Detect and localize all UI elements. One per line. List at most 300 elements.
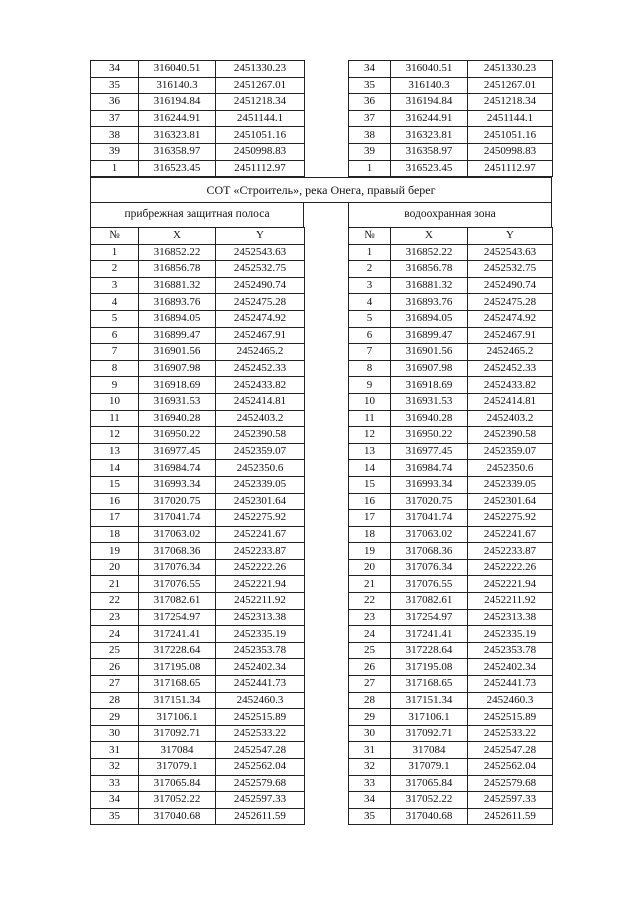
table-row	[349, 725, 553, 742]
table-row	[91, 576, 305, 593]
y-coordinate-cell: 2451330.23	[216, 61, 305, 78]
point-number-cell: 34	[349, 792, 391, 809]
y-coordinate-cell: 2452474.92	[468, 310, 553, 327]
x-coordinate-cell: 317052.22	[391, 792, 468, 809]
table-row	[91, 310, 305, 327]
y-coordinate-cell: 2452241.67	[216, 526, 305, 543]
x-coordinate-cell: 317020.75	[139, 493, 216, 510]
table-row	[91, 110, 305, 127]
y-coordinate-cell: 2452359.07	[216, 443, 305, 460]
point-number-cell: 25	[349, 642, 391, 659]
top-right-coordinate-table	[348, 60, 553, 177]
point-number-cell: 27	[91, 676, 139, 693]
column-header: X	[139, 228, 216, 245]
x-coordinate-cell: 317079.1	[139, 759, 216, 776]
table-row	[349, 792, 553, 809]
x-coordinate-cell: 316950.22	[139, 427, 216, 444]
y-coordinate-cell: 2452597.33	[216, 792, 305, 809]
table-row	[91, 443, 305, 460]
x-coordinate-cell: 317151.34	[139, 692, 216, 709]
y-coordinate-cell: 2452543.63	[468, 244, 553, 261]
table-row	[91, 127, 305, 144]
table-row	[349, 526, 553, 543]
table-row	[349, 576, 553, 593]
point-number-cell: 34	[91, 792, 139, 809]
table-row	[91, 526, 305, 543]
x-coordinate-cell: 317065.84	[391, 775, 468, 792]
x-coordinate-cell: 316881.32	[391, 277, 468, 294]
table-row	[91, 476, 305, 493]
x-coordinate-cell: 316893.76	[139, 294, 216, 311]
point-number-cell: 22	[349, 593, 391, 610]
point-number-cell: 25	[91, 642, 139, 659]
coastal-strip-coordinate-table	[90, 227, 305, 825]
section-title: СОТ «Строитель», река Онега, правый берег	[90, 177, 552, 203]
point-number-cell: 26	[91, 659, 139, 676]
y-coordinate-cell: 2450998.83	[216, 143, 305, 160]
table-row	[91, 277, 305, 294]
x-coordinate-cell: 317041.74	[391, 510, 468, 527]
x-coordinate-cell: 317040.68	[391, 808, 468, 825]
y-coordinate-cell: 2452490.74	[468, 277, 553, 294]
table-row	[349, 659, 553, 676]
y-coordinate-cell: 2452475.28	[468, 294, 553, 311]
y-coordinate-cell: 2452543.63	[216, 244, 305, 261]
table-row	[349, 294, 553, 311]
point-number-cell: 19	[91, 543, 139, 560]
column-header: Y	[468, 228, 553, 245]
point-number-cell: 14	[349, 460, 391, 477]
table-row	[91, 77, 305, 94]
y-coordinate-cell: 2452562.04	[216, 759, 305, 776]
point-number-cell: 6	[91, 327, 139, 344]
table-row	[349, 160, 553, 177]
table-row	[349, 94, 553, 111]
table-row	[91, 294, 305, 311]
table-row	[349, 593, 553, 610]
table-row	[349, 642, 553, 659]
point-number-cell: 6	[349, 327, 391, 344]
y-coordinate-cell: 2450998.83	[468, 143, 553, 160]
x-coordinate-cell: 316984.74	[391, 460, 468, 477]
x-coordinate-cell: 317241.41	[391, 626, 468, 643]
point-number-cell: 20	[91, 559, 139, 576]
x-coordinate-cell: 316194.84	[391, 94, 468, 111]
table-row	[91, 377, 305, 394]
table-row	[91, 61, 305, 78]
x-coordinate-cell: 316940.28	[391, 410, 468, 427]
table-row	[91, 510, 305, 527]
y-coordinate-cell: 2452452.33	[216, 360, 305, 377]
y-coordinate-cell: 2451267.01	[468, 77, 553, 94]
x-coordinate-cell: 317254.97	[391, 609, 468, 626]
table-row	[349, 360, 553, 377]
point-number-cell: 39	[349, 143, 391, 160]
y-coordinate-cell: 2452611.59	[216, 808, 305, 825]
table-header-row	[91, 228, 305, 245]
point-number-cell: 3	[91, 277, 139, 294]
x-coordinate-cell: 316907.98	[391, 360, 468, 377]
point-number-cell: 18	[349, 526, 391, 543]
y-coordinate-cell: 2452597.33	[468, 792, 553, 809]
point-number-cell: 10	[349, 393, 391, 410]
x-coordinate-cell: 316140.3	[391, 77, 468, 94]
point-number-cell: 13	[349, 443, 391, 460]
y-coordinate-cell: 2452474.92	[216, 310, 305, 327]
water-protection-zone-heading: водоохранная зона	[348, 203, 552, 227]
table-row	[349, 676, 553, 693]
x-coordinate-cell: 317063.02	[391, 526, 468, 543]
y-coordinate-cell: 2452452.33	[468, 360, 553, 377]
point-number-cell: 11	[349, 410, 391, 427]
table-row	[349, 110, 553, 127]
table-row	[91, 642, 305, 659]
x-coordinate-cell: 317195.08	[391, 659, 468, 676]
point-number-cell: 9	[349, 377, 391, 394]
y-coordinate-cell: 2452579.68	[216, 775, 305, 792]
point-number-cell: 1	[91, 244, 139, 261]
y-coordinate-cell: 2452532.75	[468, 261, 553, 278]
y-coordinate-cell: 2452547.28	[468, 742, 553, 759]
table-row	[91, 792, 305, 809]
table-row	[91, 327, 305, 344]
point-number-cell: 15	[349, 476, 391, 493]
table-row	[91, 593, 305, 610]
point-number-cell: 24	[349, 626, 391, 643]
table-row	[91, 742, 305, 759]
x-coordinate-cell: 317106.1	[139, 709, 216, 726]
x-coordinate-cell: 317082.61	[139, 593, 216, 610]
table-row	[349, 443, 553, 460]
y-coordinate-cell: 2451267.01	[216, 77, 305, 94]
point-number-cell: 15	[91, 476, 139, 493]
x-coordinate-cell: 317079.1	[391, 759, 468, 776]
point-number-cell: 37	[349, 110, 391, 127]
y-coordinate-cell: 2452275.92	[216, 510, 305, 527]
y-coordinate-cell: 2452335.19	[216, 626, 305, 643]
x-coordinate-cell: 316040.51	[139, 61, 216, 78]
point-number-cell: 33	[91, 775, 139, 792]
point-number-cell: 28	[349, 692, 391, 709]
point-number-cell: 34	[91, 61, 139, 78]
x-coordinate-cell: 317092.71	[139, 725, 216, 742]
point-number-cell: 16	[349, 493, 391, 510]
x-coordinate-cell: 316194.84	[139, 94, 216, 111]
x-coordinate-cell: 317084	[139, 742, 216, 759]
water-zone-coordinate-table	[348, 227, 553, 825]
y-coordinate-cell: 2452414.81	[216, 393, 305, 410]
x-coordinate-cell: 316901.56	[391, 344, 468, 361]
x-coordinate-cell: 316984.74	[139, 460, 216, 477]
point-number-cell: 1	[349, 160, 391, 177]
y-coordinate-cell: 2452390.58	[468, 427, 553, 444]
y-coordinate-cell: 2452233.87	[216, 543, 305, 560]
point-number-cell: 16	[91, 493, 139, 510]
point-number-cell: 2	[349, 261, 391, 278]
point-number-cell: 35	[349, 808, 391, 825]
y-coordinate-cell: 2452460.3	[468, 692, 553, 709]
point-number-cell: 21	[91, 576, 139, 593]
y-coordinate-cell: 2451330.23	[468, 61, 553, 78]
table-row	[349, 692, 553, 709]
y-coordinate-cell: 2452313.38	[468, 609, 553, 626]
y-coordinate-cell: 2452313.38	[216, 609, 305, 626]
point-number-cell: 1	[349, 244, 391, 261]
y-coordinate-cell: 2452241.67	[468, 526, 553, 543]
point-number-cell: 17	[349, 510, 391, 527]
y-coordinate-cell: 2452547.28	[216, 742, 305, 759]
table-row	[91, 160, 305, 177]
y-coordinate-cell: 2452402.34	[468, 659, 553, 676]
table-row	[349, 61, 553, 78]
x-coordinate-cell: 316993.34	[139, 476, 216, 493]
y-coordinate-cell: 2451112.97	[468, 160, 553, 177]
point-number-cell: 38	[349, 127, 391, 144]
x-coordinate-cell: 316899.47	[139, 327, 216, 344]
y-coordinate-cell: 2452433.82	[468, 377, 553, 394]
table-row	[91, 659, 305, 676]
table-row	[349, 709, 553, 726]
column-header: X	[391, 228, 468, 245]
point-number-cell: 9	[91, 377, 139, 394]
table-row	[349, 609, 553, 626]
x-coordinate-cell: 317068.36	[391, 543, 468, 560]
point-number-cell: 10	[91, 393, 139, 410]
y-coordinate-cell: 2452403.2	[468, 410, 553, 427]
y-coordinate-cell: 2452211.92	[468, 593, 553, 610]
table-row	[91, 143, 305, 160]
point-number-cell: 24	[91, 626, 139, 643]
table-row	[349, 559, 553, 576]
x-coordinate-cell: 317041.74	[139, 510, 216, 527]
x-coordinate-cell: 317076.34	[391, 559, 468, 576]
x-coordinate-cell: 317020.75	[391, 493, 468, 510]
point-number-cell: 8	[349, 360, 391, 377]
y-coordinate-cell: 2452441.73	[216, 676, 305, 693]
y-coordinate-cell: 2452433.82	[216, 377, 305, 394]
x-coordinate-cell: 316323.81	[139, 127, 216, 144]
table-row	[91, 261, 305, 278]
x-coordinate-cell: 317228.64	[139, 642, 216, 659]
x-coordinate-cell: 317065.84	[139, 775, 216, 792]
table-row	[91, 808, 305, 825]
x-coordinate-cell: 316993.34	[391, 476, 468, 493]
point-number-cell: 35	[91, 808, 139, 825]
table-row	[349, 808, 553, 825]
y-coordinate-cell: 2452339.05	[216, 476, 305, 493]
point-number-cell: 35	[91, 77, 139, 94]
point-number-cell: 5	[91, 310, 139, 327]
x-coordinate-cell: 316881.32	[139, 277, 216, 294]
table-row	[349, 143, 553, 160]
x-coordinate-cell: 316899.47	[391, 327, 468, 344]
point-number-cell: 20	[349, 559, 391, 576]
x-coordinate-cell: 317168.65	[139, 676, 216, 693]
point-number-cell: 26	[349, 659, 391, 676]
point-number-cell: 3	[349, 277, 391, 294]
x-coordinate-cell: 316894.05	[391, 310, 468, 327]
top-left-coordinate-table	[90, 60, 305, 177]
y-coordinate-cell: 2452465.2	[216, 344, 305, 361]
table-row	[91, 94, 305, 111]
x-coordinate-cell: 317151.34	[391, 692, 468, 709]
point-number-cell: 33	[349, 775, 391, 792]
point-number-cell: 32	[91, 759, 139, 776]
y-coordinate-cell: 2452350.6	[216, 460, 305, 477]
x-coordinate-cell: 316523.45	[139, 160, 216, 177]
y-coordinate-cell: 2451218.34	[216, 94, 305, 111]
x-coordinate-cell: 316358.97	[139, 143, 216, 160]
point-number-cell: 19	[349, 543, 391, 560]
point-number-cell: 30	[349, 725, 391, 742]
y-coordinate-cell: 2452532.75	[216, 261, 305, 278]
y-coordinate-cell: 2452579.68	[468, 775, 553, 792]
y-coordinate-cell: 2451218.34	[468, 94, 553, 111]
x-coordinate-cell: 317168.65	[391, 676, 468, 693]
y-coordinate-cell: 2452359.07	[468, 443, 553, 460]
point-number-cell: 8	[91, 360, 139, 377]
x-coordinate-cell: 316901.56	[139, 344, 216, 361]
y-coordinate-cell: 2452441.73	[468, 676, 553, 693]
y-coordinate-cell: 2452233.87	[468, 543, 553, 560]
x-coordinate-cell: 316907.98	[139, 360, 216, 377]
point-number-cell: 39	[91, 143, 139, 160]
x-coordinate-cell: 317076.55	[139, 576, 216, 593]
column-header: №	[91, 228, 139, 245]
point-number-cell: 35	[349, 77, 391, 94]
y-coordinate-cell: 2451051.16	[216, 127, 305, 144]
x-coordinate-cell: 316323.81	[391, 127, 468, 144]
table-row	[91, 626, 305, 643]
table-row	[349, 476, 553, 493]
point-number-cell: 32	[349, 759, 391, 776]
table-row	[349, 626, 553, 643]
x-coordinate-cell: 316950.22	[391, 427, 468, 444]
x-coordinate-cell: 317082.61	[391, 593, 468, 610]
y-coordinate-cell: 2452335.19	[468, 626, 553, 643]
point-number-cell: 11	[91, 410, 139, 427]
point-number-cell: 14	[91, 460, 139, 477]
x-coordinate-cell: 317076.55	[391, 576, 468, 593]
y-coordinate-cell: 2452475.28	[216, 294, 305, 311]
point-number-cell: 18	[91, 526, 139, 543]
table-row	[349, 327, 553, 344]
x-coordinate-cell: 316244.91	[391, 110, 468, 127]
x-coordinate-cell: 316893.76	[391, 294, 468, 311]
table-row	[91, 460, 305, 477]
table-row	[349, 244, 553, 261]
table-row	[91, 344, 305, 361]
table-row	[349, 344, 553, 361]
table-row	[91, 775, 305, 792]
x-coordinate-cell: 316856.78	[139, 261, 216, 278]
x-coordinate-cell: 317195.08	[139, 659, 216, 676]
x-coordinate-cell: 317040.68	[139, 808, 216, 825]
y-coordinate-cell: 2451144.1	[216, 110, 305, 127]
y-coordinate-cell: 2452460.3	[216, 692, 305, 709]
x-coordinate-cell: 316931.53	[391, 393, 468, 410]
x-coordinate-cell: 316523.45	[391, 160, 468, 177]
point-number-cell: 4	[91, 294, 139, 311]
y-coordinate-cell: 2452390.58	[216, 427, 305, 444]
point-number-cell: 7	[349, 344, 391, 361]
x-coordinate-cell: 316977.45	[391, 443, 468, 460]
y-coordinate-cell: 2452222.26	[216, 559, 305, 576]
point-number-cell: 12	[349, 427, 391, 444]
table-row	[91, 244, 305, 261]
y-coordinate-cell: 2451144.1	[468, 110, 553, 127]
x-coordinate-cell: 316040.51	[391, 61, 468, 78]
point-number-cell: 31	[349, 742, 391, 759]
table-row	[349, 510, 553, 527]
y-coordinate-cell: 2452350.6	[468, 460, 553, 477]
table-row	[349, 377, 553, 394]
y-coordinate-cell: 2452275.92	[468, 510, 553, 527]
coastal-protective-strip-heading: прибрежная защитная полоса	[90, 203, 304, 227]
y-coordinate-cell: 2452353.78	[216, 642, 305, 659]
y-coordinate-cell: 2452301.64	[468, 493, 553, 510]
column-header: №	[349, 228, 391, 245]
x-coordinate-cell: 316918.69	[139, 377, 216, 394]
y-coordinate-cell: 2452222.26	[468, 559, 553, 576]
y-coordinate-cell: 2452339.05	[468, 476, 553, 493]
point-number-cell: 30	[91, 725, 139, 742]
point-number-cell: 1	[91, 160, 139, 177]
x-coordinate-cell: 316358.97	[391, 143, 468, 160]
x-coordinate-cell: 316856.78	[391, 261, 468, 278]
y-coordinate-cell: 2452515.89	[216, 709, 305, 726]
table-row	[349, 410, 553, 427]
x-coordinate-cell: 317254.97	[139, 609, 216, 626]
table-row	[349, 775, 553, 792]
y-coordinate-cell: 2452533.22	[468, 725, 553, 742]
x-coordinate-cell: 316244.91	[139, 110, 216, 127]
point-number-cell: 12	[91, 427, 139, 444]
point-number-cell: 23	[349, 609, 391, 626]
y-coordinate-cell: 2452414.81	[468, 393, 553, 410]
point-number-cell: 23	[91, 609, 139, 626]
table-row	[349, 742, 553, 759]
point-number-cell: 7	[91, 344, 139, 361]
table-row	[91, 543, 305, 560]
point-number-cell: 37	[91, 110, 139, 127]
x-coordinate-cell: 316140.3	[139, 77, 216, 94]
y-coordinate-cell: 2452221.94	[216, 576, 305, 593]
y-coordinate-cell: 2452402.34	[216, 659, 305, 676]
y-coordinate-cell: 2452301.64	[216, 493, 305, 510]
x-coordinate-cell: 317076.34	[139, 559, 216, 576]
y-coordinate-cell: 2452221.94	[468, 576, 553, 593]
table-row	[349, 77, 553, 94]
table-row	[91, 410, 305, 427]
point-number-cell: 29	[91, 709, 139, 726]
x-coordinate-cell: 316852.22	[139, 244, 216, 261]
y-coordinate-cell: 2452562.04	[468, 759, 553, 776]
x-coordinate-cell: 316940.28	[139, 410, 216, 427]
table-row	[91, 725, 305, 742]
point-number-cell: 5	[349, 310, 391, 327]
y-coordinate-cell: 2451051.16	[468, 127, 553, 144]
table-row	[91, 427, 305, 444]
x-coordinate-cell: 317228.64	[391, 642, 468, 659]
x-coordinate-cell: 317052.22	[139, 792, 216, 809]
point-number-cell: 27	[349, 676, 391, 693]
y-coordinate-cell: 2452611.59	[468, 808, 553, 825]
x-coordinate-cell: 316931.53	[139, 393, 216, 410]
x-coordinate-cell: 316918.69	[391, 377, 468, 394]
point-number-cell: 21	[349, 576, 391, 593]
y-coordinate-cell: 2452467.91	[216, 327, 305, 344]
